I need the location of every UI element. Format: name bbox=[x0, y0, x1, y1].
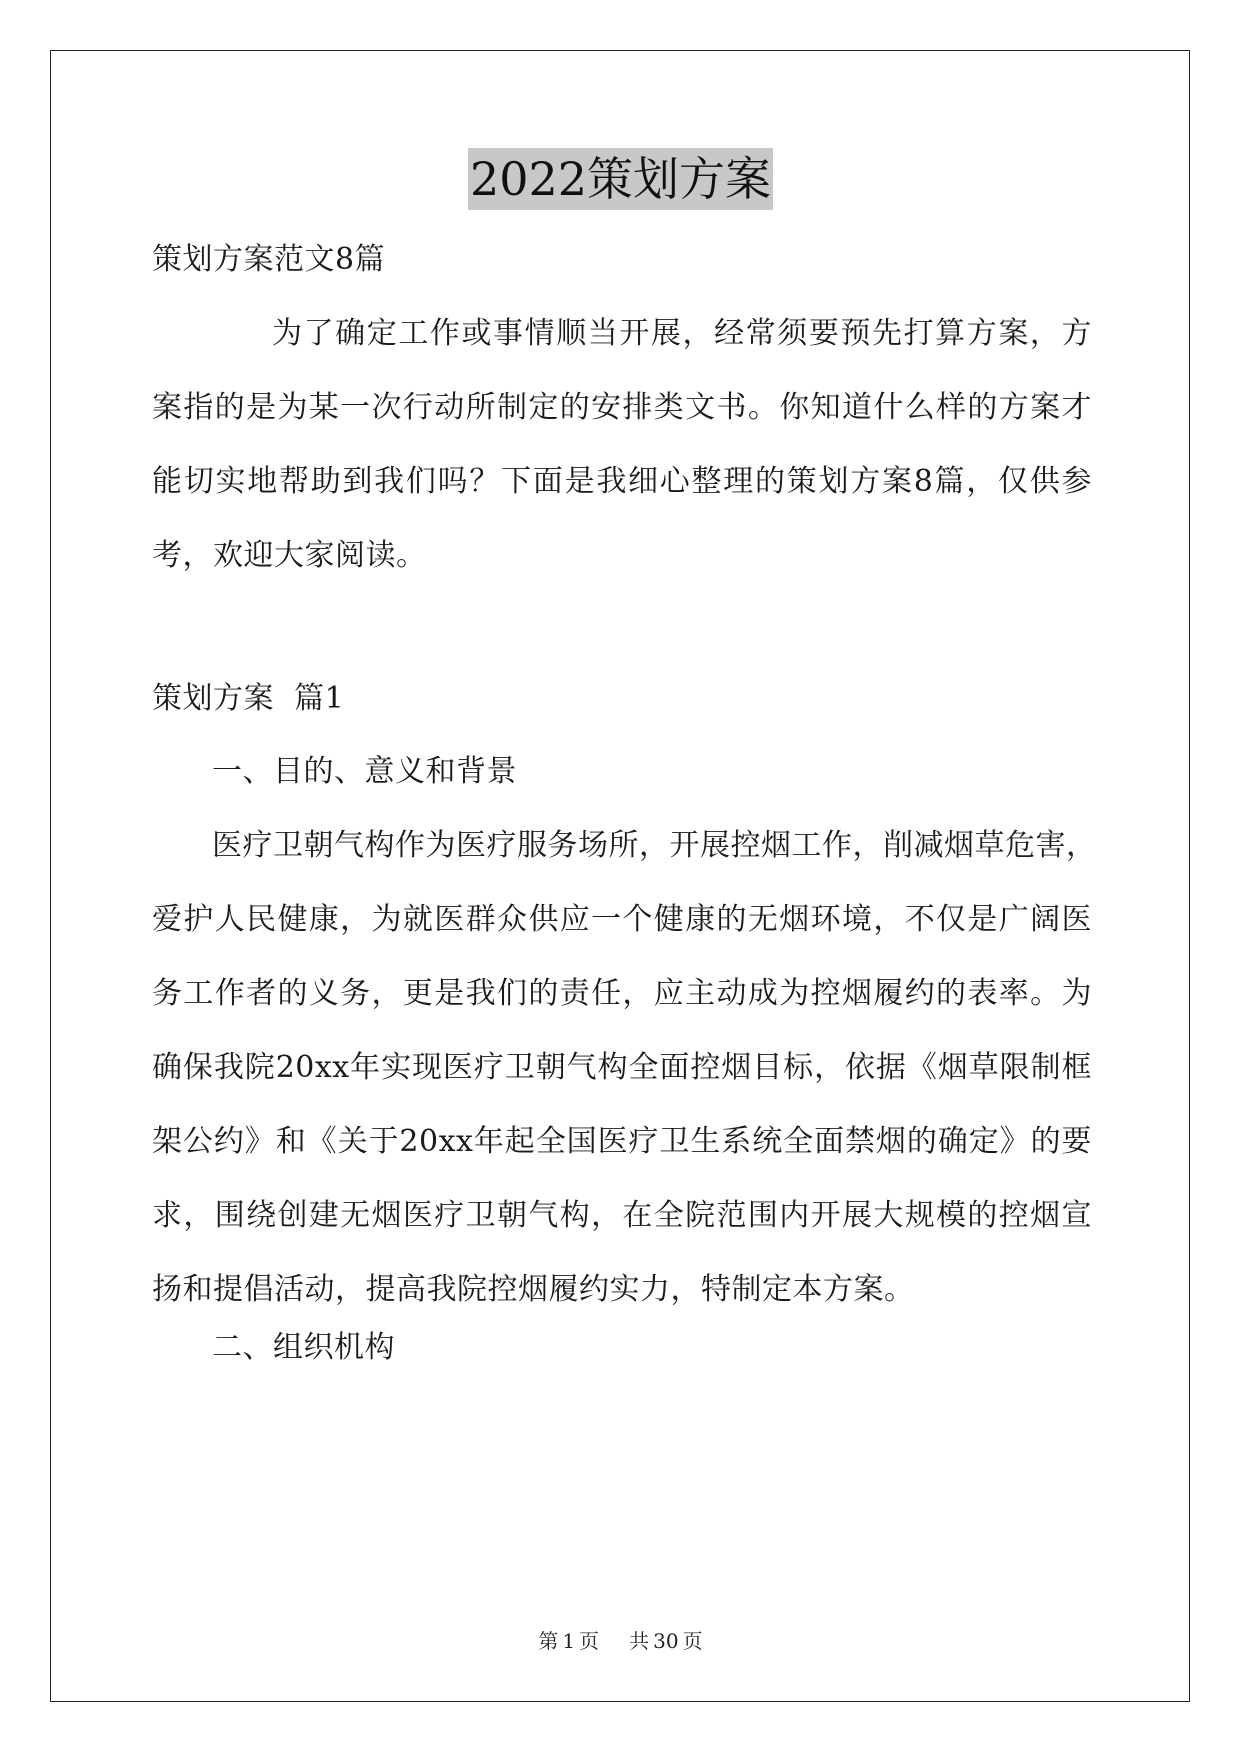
section-title: 策划方案 篇1 bbox=[152, 681, 345, 716]
intro-paragraph bbox=[152, 314, 1092, 576]
heading-2-block bbox=[152, 1328, 1092, 1368]
intro-line: 为了确定工作或事情顺当开展，经常须要预先打算方案，方 bbox=[272, 316, 1092, 351]
intro-line: 案指的是为某一次行动所制定的安排类文书。你知道什么样的方案才 bbox=[152, 390, 1092, 425]
page-footer bbox=[0, 1627, 1241, 1655]
total-pages: 30 bbox=[653, 1629, 679, 1653]
intro-line: 能切实地帮助到我们吗？下面是我细心整理的策划方案8篇，仅供参 bbox=[152, 464, 1092, 499]
paragraph-line: 爱护人民健康，为就医群众供应一个健康的无烟环境，不仅是广阔医 bbox=[152, 902, 1092, 937]
page-label-suffix: 页 bbox=[579, 1629, 600, 1653]
paragraph-line: 确保我院20xx年实现医疗卫朝气构全面控烟目标，依据《烟草限制框 bbox=[152, 1050, 1092, 1085]
heading-2: 二、组织机构 bbox=[212, 1330, 395, 1365]
paragraph-line: 务工作者的义务，更是我们的责任，应主动成为控烟履约的表率。为 bbox=[152, 976, 1092, 1011]
title-container bbox=[0, 148, 1241, 210]
section-title-block bbox=[152, 679, 1092, 719]
paragraph-line: 架公约》和《关于20xx年起全国医疗卫生系统全面禁烟的确定》的要 bbox=[152, 1124, 1092, 1159]
heading-1-block bbox=[152, 752, 1092, 792]
paragraph-1 bbox=[152, 826, 1097, 1310]
paragraph-line: 医疗卫朝气构作为医疗服务场所，开展控烟工作，削减烟草危害， bbox=[212, 828, 1097, 863]
subtitle-block bbox=[152, 240, 1092, 280]
paragraph-line: 求，围绕创建无烟医疗卫朝气构，在全院范围内开展大规模的控烟宣 bbox=[152, 1198, 1092, 1233]
total-prefix: 共 bbox=[629, 1629, 650, 1653]
total-suffix: 页 bbox=[682, 1629, 703, 1653]
page-number: 1 bbox=[562, 1629, 576, 1653]
intro-line: 考，欢迎大家阅读。 bbox=[152, 538, 427, 573]
heading-1: 一、目的、意义和背景 bbox=[212, 754, 517, 789]
paragraph-line: 扬和提倡活动，提高我院控烟履约实力，特制定本方案。 bbox=[152, 1272, 915, 1307]
page-label-prefix: 第 bbox=[538, 1629, 559, 1653]
document-subtitle: 策划方案范文8篇 bbox=[152, 242, 386, 277]
document-title: 2022策划方案 bbox=[468, 148, 773, 210]
